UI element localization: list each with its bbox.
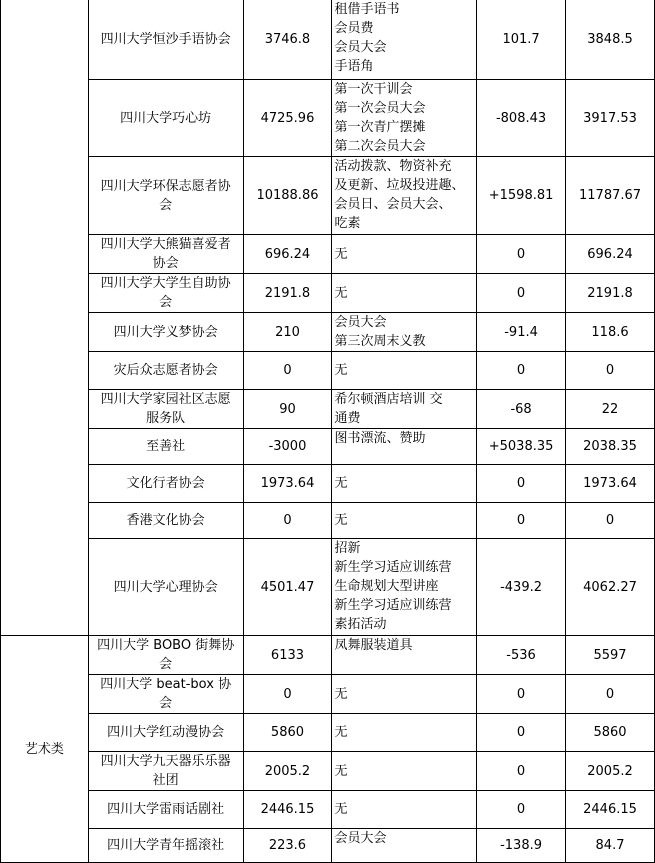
club-name-line: 服务队 (146, 411, 186, 426)
club-name (88, 274, 243, 313)
activities-line: 手语角 (334, 59, 374, 74)
table-body (1, 0, 655, 863)
balance-change: 0 (477, 503, 566, 539)
end-balance: 0 (566, 352, 655, 390)
balance-change: -68 (477, 390, 566, 429)
table-row (1, 80, 655, 157)
club-name (88, 313, 243, 352)
activities-line: 无 (334, 802, 348, 817)
activities (332, 352, 477, 390)
start-balance: 4725.96 (243, 80, 332, 157)
activities-line: 素拓活动 (334, 617, 387, 632)
activities-line: 第一次青广摆摊 (334, 120, 426, 135)
end-balance: 2005.2 (566, 752, 655, 791)
balance-change: +1598.81 (477, 157, 566, 235)
activities-line: 会员大会 (334, 315, 387, 330)
club-name (88, 157, 243, 235)
activities-line: 无 (334, 476, 348, 491)
club-name-line: 至善社 (146, 439, 186, 454)
activities (332, 390, 477, 429)
table-row (1, 675, 655, 714)
activities (332, 313, 477, 352)
activities-line: 第二次会员大会 (334, 139, 426, 154)
club-name (88, 429, 243, 465)
start-balance: 90 (243, 390, 332, 429)
club-name (88, 390, 243, 429)
end-balance: 11787.67 (566, 157, 655, 235)
end-balance: 696.24 (566, 235, 655, 274)
balance-change: -138.9 (477, 829, 566, 863)
activities (332, 791, 477, 829)
end-balance: 2191.8 (566, 274, 655, 313)
start-balance: 223.6 (243, 829, 332, 863)
end-balance: 5597 (566, 636, 655, 675)
activities-line: 会员日、会员大会、 (334, 197, 452, 212)
club-name (88, 829, 243, 863)
start-balance: 210 (243, 313, 332, 352)
activities-line: 生命规划大型讲座 (334, 579, 439, 594)
activities (332, 465, 477, 503)
activities-line: 无 (334, 725, 348, 740)
activities (332, 0, 477, 80)
activities-line: 租借手语书 (334, 2, 400, 17)
table-row (1, 157, 655, 235)
activities-line: 图书漂流、赞助 (334, 431, 426, 446)
activities (332, 539, 477, 636)
activities-line: 吃素 (334, 216, 361, 231)
club-name-line: 四川大学大熊猫喜爱者 (100, 237, 231, 252)
start-balance: 0 (243, 352, 332, 390)
activities-line: 无 (334, 513, 348, 528)
club-name-line: 四川大学红动漫协会 (107, 725, 225, 740)
club-name-line: 会 (159, 657, 173, 672)
end-balance: 2038.35 (566, 429, 655, 465)
club-name (88, 539, 243, 636)
end-balance: 0 (566, 503, 655, 539)
activities (332, 636, 477, 675)
activities (332, 157, 477, 235)
end-balance: 1973.64 (566, 465, 655, 503)
club-name-line: 会 (159, 696, 173, 711)
club-name (88, 465, 243, 503)
balance-change: -808.43 (477, 80, 566, 157)
club-name (88, 791, 243, 829)
activities-line: 无 (334, 763, 348, 779)
end-balance: 118.6 (566, 313, 655, 352)
balance-change: 0 (477, 752, 566, 791)
balance-change: 0 (477, 352, 566, 390)
club-name (88, 352, 243, 390)
end-balance: 3917.53 (566, 80, 655, 157)
club-name-line: 文化行者协会 (126, 476, 205, 491)
activities (332, 714, 477, 752)
balance-change: 0 (477, 465, 566, 503)
category-cell: 艺术类 (1, 636, 89, 863)
club-name-line: 会 (159, 295, 173, 310)
balance-change: 0 (477, 714, 566, 752)
table-row (1, 791, 655, 829)
start-balance: 4501.47 (243, 539, 332, 636)
club-name-line: 四川大学大学生自助协 (100, 276, 231, 291)
club-name-line: 会 (159, 197, 173, 213)
end-balance: 5860 (566, 714, 655, 752)
table-row (1, 235, 655, 274)
table-row (1, 636, 655, 675)
activities (332, 80, 477, 157)
club-name-line: 四川大学 beat-box 协 (100, 677, 232, 692)
activities-line: 第一次干训会 (334, 82, 413, 97)
end-balance: 22 (566, 390, 655, 429)
activities-line: 新生学习适应训练营 (334, 560, 452, 575)
table-row (1, 274, 655, 313)
table-row (1, 829, 655, 863)
balance-change: 0 (477, 274, 566, 313)
table-row (1, 465, 655, 503)
activities-line: 无 (334, 246, 348, 262)
start-balance: 696.24 (243, 235, 332, 274)
club-name-line: 四川大学环保志愿者协 (100, 178, 231, 194)
activities (332, 675, 477, 714)
category-cell (1, 0, 89, 636)
club-name-line: 四川大学心理协会 (113, 579, 218, 595)
table-row (1, 313, 655, 352)
activities-line: 招新 (334, 541, 361, 556)
activities-line: 会员费 (334, 21, 374, 36)
club-name-line: 四川大学义梦协会 (113, 324, 218, 340)
balance-change: 0 (477, 235, 566, 274)
activities-line: 通费 (334, 411, 361, 426)
club-name-line: 灾后众志愿者协会 (113, 363, 218, 378)
activities-line: 无 (334, 285, 348, 301)
club-name-line: 香港文化协会 (126, 513, 205, 528)
club-name (88, 0, 243, 80)
club-name-line: 四川大学雷雨话剧社 (107, 802, 225, 817)
table-row (1, 714, 655, 752)
club-name (88, 636, 243, 675)
activities-line: 无 (334, 686, 348, 702)
balance-change: 101.7 (477, 0, 566, 80)
start-balance: 1973.64 (243, 465, 332, 503)
end-balance: 2446.15 (566, 791, 655, 829)
activities-line: 及更新、垃圾投进趣、 (334, 178, 465, 193)
club-name-line: 协会 (152, 256, 179, 271)
club-name (88, 714, 243, 752)
table-row (1, 0, 655, 80)
start-balance: 10188.86 (243, 157, 332, 235)
start-balance: 5860 (243, 714, 332, 752)
activities-line: 无 (334, 363, 348, 378)
club-name (88, 503, 243, 539)
club-name (88, 235, 243, 274)
activities (332, 829, 477, 863)
start-balance: 0 (243, 503, 332, 539)
balance-change: -536 (477, 636, 566, 675)
table-row (1, 390, 655, 429)
club-name (88, 752, 243, 791)
table-row (1, 352, 655, 390)
club-name (88, 80, 243, 157)
activities (332, 235, 477, 274)
balance-change: +5038.35 (477, 429, 566, 465)
club-name-line: 四川大学九天器乐乐器 (100, 754, 231, 769)
balance-change: -439.2 (477, 539, 566, 636)
activities-line: 活动拨款、物资补充 (334, 159, 452, 174)
activities (332, 752, 477, 791)
end-balance: 4062.27 (566, 539, 655, 636)
start-balance: 0 (243, 675, 332, 714)
activities (332, 429, 477, 465)
activities (332, 274, 477, 313)
table-row (1, 503, 655, 539)
balance-change: -91.4 (477, 313, 566, 352)
activities-line: 希尔顿酒店培训 交 (334, 392, 443, 407)
club-name-line: 四川大学青年摇滚社 (107, 838, 225, 853)
start-balance: 2005.2 (243, 752, 332, 791)
activities-line: 凤舞服装道具 (334, 638, 413, 653)
end-balance: 3848.5 (566, 0, 655, 80)
activities-line: 第三次周末义教 (334, 334, 426, 349)
club-name-line: 四川大学家园社区志愿 (100, 392, 231, 407)
start-balance: 2191.8 (243, 274, 332, 313)
start-balance: 6133 (243, 636, 332, 675)
activities-line: 会员大会 (334, 40, 387, 55)
table-row (1, 539, 655, 636)
activities-line: 第一次会员大会 (334, 101, 426, 116)
activities-line: 新生学习适应训练营 (334, 598, 452, 613)
club-name-line: 四川大学 BOBO 街舞协 (97, 638, 235, 653)
club-name-line: 四川大学恒沙手语协会 (100, 32, 231, 47)
balance-change: 0 (477, 675, 566, 714)
club-name (88, 675, 243, 714)
end-balance: 84.7 (566, 829, 655, 863)
club-name-line: 四川大学巧心坊 (120, 110, 212, 126)
table-row (1, 429, 655, 465)
start-balance: -3000 (243, 429, 332, 465)
activities (332, 503, 477, 539)
end-balance: 0 (566, 675, 655, 714)
start-balance: 2446.15 (243, 791, 332, 829)
club-name-line: 社团 (152, 773, 179, 788)
start-balance: 3746.8 (243, 0, 332, 80)
table-row (1, 752, 655, 791)
activities-line: 会员大会 (334, 831, 387, 846)
balance-change: 0 (477, 791, 566, 829)
